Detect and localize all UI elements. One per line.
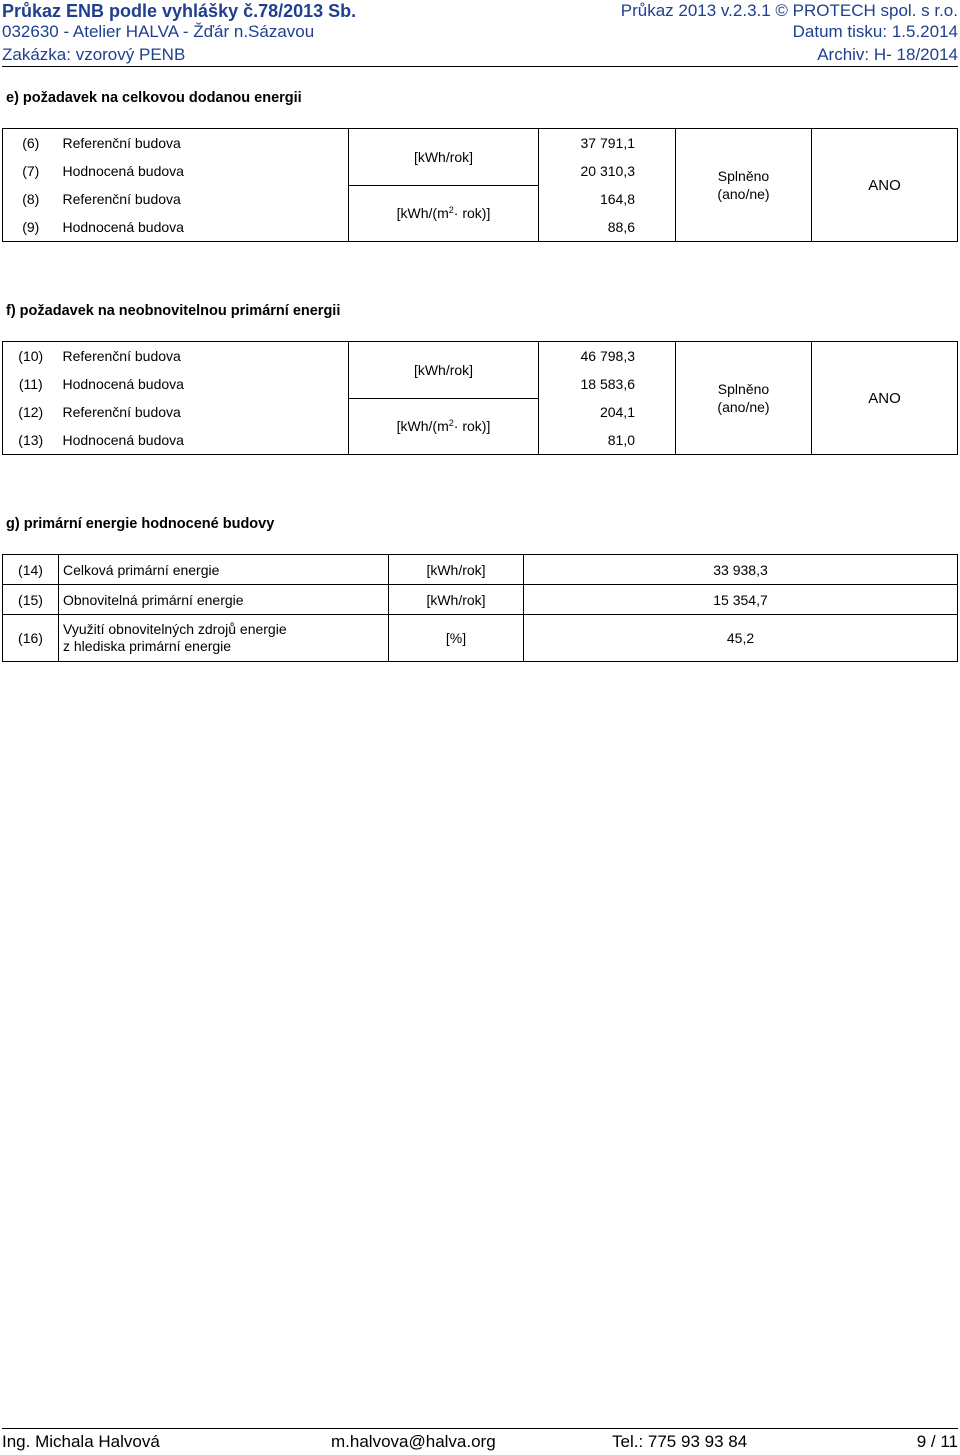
footer-author: Ing. Michala Halvová (2, 1432, 160, 1451)
archive-number: Archiv: H- 18/2014 (817, 45, 958, 64)
result-value: ANO (868, 176, 901, 194)
row-number: (16) (3, 615, 59, 662)
row-value: 81,0 (539, 426, 676, 455)
header-row-1 (2, 1, 958, 22)
footer-phone: Tel.: 775 93 93 84 (612, 1432, 748, 1451)
row-number: (12) (18, 404, 44, 420)
table-row (3, 555, 958, 585)
header-row-2 (2, 22, 958, 42)
row-number: (8) (22, 191, 40, 207)
row-label: Referenční budova (59, 129, 349, 158)
unit-cell: [%] (389, 615, 524, 662)
footer-email: m.halvova@halva.org (331, 1432, 496, 1451)
print-date: Datum tisku: 1.5.2014 (792, 22, 958, 41)
row-value: 46 798,3 (539, 342, 676, 371)
table-row (3, 585, 958, 615)
document-title: Průkaz ENB podle vyhlášky č.78/2013 Sb. (2, 1, 357, 21)
row-label: Hodnocená budova (59, 157, 349, 185)
header-divider (2, 66, 958, 67)
unit-cell: [kWh/rok] (389, 555, 524, 585)
row-value: 37 791,1 (539, 129, 676, 158)
row-number: (13) (18, 432, 44, 448)
unit-cell: [kWh/rok] (349, 342, 539, 399)
table-row (3, 615, 958, 662)
page-number: 9 / 11 (916, 1432, 958, 1451)
row-value: 33 938,3 (524, 555, 958, 585)
row-number: (11) (18, 376, 43, 392)
section-f-table (2, 341, 958, 455)
row-label: Referenční budova (59, 342, 349, 371)
row-value: 45,2 (726, 630, 755, 646)
section-g-title: g) primární energie hodnocené budovy (6, 516, 275, 532)
section-g-table (2, 554, 958, 662)
order-name: Zakázka: vzorový PENB (2, 45, 186, 64)
table-row (3, 129, 958, 158)
row-label: Hodnocená budova (59, 426, 349, 455)
row-value: 204,1 (539, 398, 676, 426)
row-label: Hodnocená budova (59, 213, 349, 242)
row-number: (15) (3, 585, 59, 615)
footer-divider (2, 1428, 958, 1429)
unit-cell: [kWh/rok] (389, 585, 524, 615)
row-label: Referenční budova (59, 185, 349, 213)
row-value: 18 583,6 (539, 370, 676, 398)
row-value: 88,6 (539, 213, 676, 242)
row-label: Využití obnovitelných zdrojů energie z hlediska primární energie (59, 615, 389, 662)
row-label: Celková primární energie (59, 555, 389, 585)
row-number: (9) (22, 219, 40, 235)
result-value: ANO (868, 389, 901, 407)
section-e-table (2, 128, 958, 242)
section-e-title: e) požadavek na celkovou dodanou energii (6, 90, 302, 106)
row-value: 164,8 (539, 185, 676, 213)
software-info: Průkaz 2013 v.2.3.1 © PROTECH spol. s r.o. (620, 1, 958, 20)
table-row (3, 342, 958, 371)
row-number: (7) (22, 163, 40, 179)
fulfilled-label: Splněno (ano/ne) (676, 129, 812, 242)
row-value: 20 310,3 (539, 157, 676, 185)
unit-cell: $[kWh/(m^2\cdot rok)]$ (349, 185, 539, 242)
row-number: (10) (18, 348, 44, 364)
header-row-3 (2, 45, 958, 65)
unit-cell: [kWh/rok] (349, 129, 539, 186)
row-number: (14) (3, 555, 59, 585)
row-number: (6) (22, 135, 40, 151)
section-f-title: f) požadavek na neobnovitelnou primární energii (6, 303, 341, 319)
unit-cell: $[kWh/(m^2\cdot rok)]$ (349, 398, 539, 455)
row-label: Hodnocená budova (59, 370, 349, 398)
fulfilled-label: Splněno (ano/ne) (676, 342, 812, 455)
row-label: Obnovitelná primární energie (59, 585, 389, 615)
row-label: Referenční budova (59, 398, 349, 426)
row-value: 15 354,7 (524, 585, 958, 615)
company-name: 032630 - Atelier HALVA - Žďár n.Sázavou (2, 22, 315, 41)
